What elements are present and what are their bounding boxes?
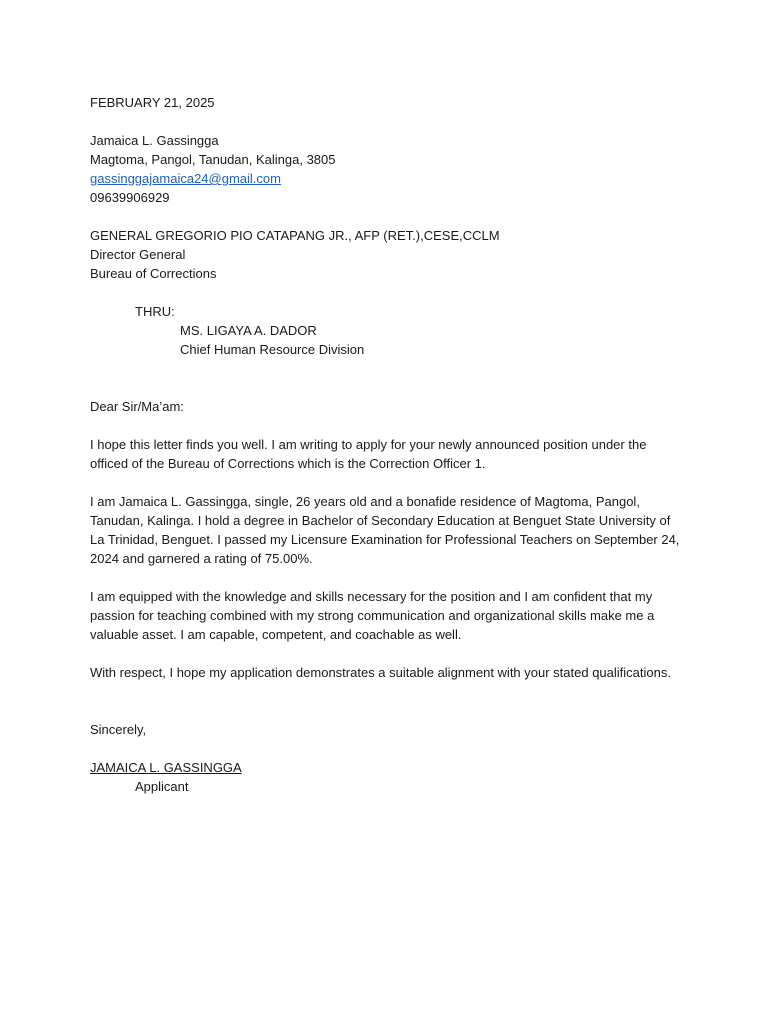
thru-name: MS. LIGAYA A. DADOR — [180, 323, 317, 338]
recipient-office: Bureau of Corrections — [90, 266, 217, 281]
recipient-title: Director General — [90, 247, 186, 262]
thru-label: THRU: — [135, 304, 175, 319]
letter-body — [90, 93, 680, 796]
body-paragraph-1: I hope this letter finds you well. I am writing to apply for your newly announced position under the officed of the Bureau of Corrections which is the Correction Officer 1. — [90, 437, 647, 471]
letter-date: FEBRUARY 21, 2025 — [90, 95, 215, 110]
thru-title: Chief Human Resource Division — [180, 342, 365, 357]
sender-email-link[interactable]: gassinggajamaica24@gmail.com — [90, 171, 281, 186]
sender-address: Magtoma, Pangol, Tanudan, Kalinga, 3805 — [90, 152, 336, 167]
body-paragraph-4: With respect, I hope my application demonstrates a suitable alignment with your stated qualifications. — [90, 665, 671, 680]
body-paragraph-3: I am equipped with the knowledge and skills necessary for the position and I am confident that my passion for teaching combined with my strong communication and organizational skills make me a valuable asset. I am capable, competent, and coachable as well. — [90, 589, 655, 642]
signature-name: JAMAICA L. GASSINGGA — [90, 760, 242, 775]
sender-phone: 09639906929 — [90, 190, 170, 205]
closing: Sincerely, — [90, 722, 147, 737]
sender-name: Jamaica L. Gassingga — [90, 133, 219, 148]
body-paragraph-2: I am Jamaica L. Gassingga, single, 26 years old and a bonafide residence of Magtoma, Pangol, Tanudan, Kalinga. I hold a degree in Bachelor of Secondary Education at Benguet State University of La Trinidad, Benguet. I passed my Licensure Examination for Professional Teachers on September 24, 2024 and garnered a rating of 75.00%. — [90, 494, 680, 566]
recipient-name: GENERAL GREGORIO PIO CATAPANG JR., AFP (RET.),CESE,CCLM — [90, 228, 500, 243]
salutation: Dear Sir/Ma’am: — [90, 399, 184, 414]
signature-role: Applicant — [135, 779, 189, 794]
